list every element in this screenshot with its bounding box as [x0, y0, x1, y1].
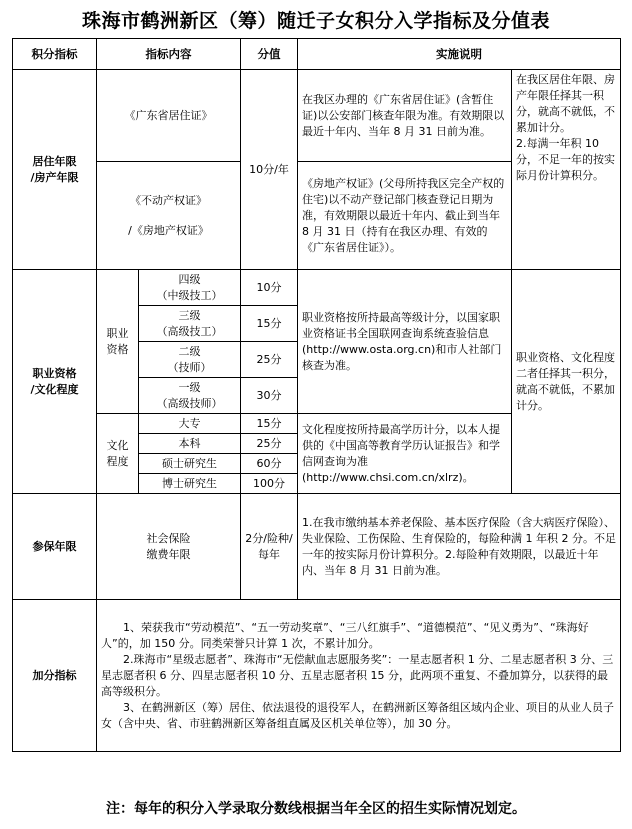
insurance-desc: 1.在我市缴纳基本养老保险、基本医疗保险（含大病医疗保险）、失业保险、工伤保险、生育保险的，每险种满 1 年积 2 分。不足一年的按实际月份计算积分。2.每险种有效期限，以最近十年内、当年 8 月 31 日前为准。	[298, 494, 621, 600]
edu-item-score: 15分	[241, 414, 298, 434]
residence-note-1: 在我区居住年限、房产年限任择其一积分，就高不就低，不累加计分。	[516, 73, 615, 134]
residence-desc-1: 在我区办理的《广东省居住证》(含暂住证)以公安部门核查年限为准。有效期限以最近十年内、当年 8 月 31 日前为准。	[298, 70, 512, 162]
bonus-item-2: 2.珠海市“星级志愿者”、珠海市“无偿献血志愿服务奖”：一星志愿者积 1 分、二星志愿者积 3 分、三星志愿者积 6 分、四星志愿者积 10 分、五星志愿者积 15 分，此两项不重复、不叠加算分，以获得的最高等级积分。	[101, 652, 614, 698]
header-notes: 实施说明	[298, 39, 621, 70]
edu-item-name: 硕士研究生	[139, 454, 241, 474]
residence-row-1	[13, 70, 621, 162]
edu-desc: 文化程度按所持最高学历计分，以本人提供的《中国高等教育学历认证报告》和学信网查询为准(http://www.chsi.com.cn/xlrz)。	[298, 414, 512, 494]
insurance-row	[13, 494, 621, 600]
bonus-row	[13, 600, 621, 752]
bonus-item-1: 1、荣获我市“劳动模范”、“五一劳动奖章”、“三八红旗手”、“道德模范”、“见义勇为”、“珠海好人”的，加 150 分。同类荣誉只计算 1 次，不累计加分。	[101, 620, 589, 650]
edu-item-score: 25分	[241, 434, 298, 454]
edu-item-name: 博士研究生	[139, 474, 241, 494]
header-indicator: 积分指标	[13, 39, 97, 70]
insurance-score: 2分/险种/每年	[241, 494, 298, 600]
bonus-label: 加分指标	[13, 600, 97, 752]
edu-item-score: 60分	[241, 454, 298, 474]
voc-item-name: 三级 （高级技工）	[139, 306, 241, 342]
residence-item-2	[97, 162, 241, 270]
voc-item-score: 10分	[241, 270, 298, 306]
voc-item-name: 二级 （技师）	[139, 342, 241, 378]
bonus-desc	[97, 600, 621, 752]
residence-desc-2: 《房地产权证》(父母所持我区完全产权的住宅)以不动产登记部门核查登记日期为准，有效期限以最近十年内、截止到当年 8 月 31 日（持有在我区办理、有效的《广东省居住证》）。	[298, 162, 512, 270]
edu-item-name: 大专	[139, 414, 241, 434]
qualification-label: 职业资格 /文化程度	[13, 270, 97, 494]
footnote: 注：每年的积分入学录取分数线根据当年全区的招生实际情况划定。	[106, 801, 526, 817]
bonus-item-3: 3、在鹤洲新区（筹）居住、依法退役的退役军人，在鹤洲新区筹备组区域内企业、项目的从业人员子女（含中央、省、市驻鹤洲新区筹备组直属及区机关单位等），加 30 分。	[101, 700, 614, 730]
edu-item-score: 100分	[241, 474, 298, 494]
voc-desc: 职业资格按所持最高等级计分，以国家职业资格证书全国联网查询系统查验信息(http://www.osta.org.cn)和市人社部门核查为准。	[298, 270, 512, 414]
header-score: 分值	[241, 39, 298, 70]
edu-label: 文化 程度	[97, 414, 139, 494]
voc-label: 职业 资格	[97, 270, 139, 414]
page-title: 珠海市鹤洲新区（筹）随迁子女积分入学指标及分值表	[81, 10, 550, 32]
insurance-content: 社会保险 缴费年限	[97, 494, 241, 600]
residence-item-2b: /《房地产权证》	[128, 223, 209, 237]
residence-note-2: 2.每满一年积 10 分，不足一年的按实际月份计算积分。	[516, 137, 615, 182]
residence-side-note	[512, 70, 621, 270]
voc-item-score: 30分	[241, 378, 298, 414]
points-table	[12, 38, 621, 752]
voc-item-score: 25分	[241, 342, 298, 378]
voc-item-name: 四级 （中级技工）	[139, 270, 241, 306]
header-row	[13, 39, 621, 70]
header-content: 指标内容	[97, 39, 241, 70]
residence-item-1: 《广东省居住证》	[97, 70, 241, 162]
insurance-label: 参保年限	[13, 494, 97, 600]
edu-item-name: 本科	[139, 434, 241, 454]
residence-score: 10分/年	[241, 70, 298, 270]
residence-item-2a: 《不动产权证》	[130, 193, 207, 207]
voc-row-1	[13, 270, 621, 306]
voc-item-score: 15分	[241, 306, 298, 342]
qualification-side-note: 职业资格、文化程度二者任择其一积分，就高不就低，不累加计分。	[512, 270, 621, 494]
residence-label: 居住年限 /房产年限	[13, 70, 97, 270]
voc-item-name: 一级 （高级技师）	[139, 378, 241, 414]
